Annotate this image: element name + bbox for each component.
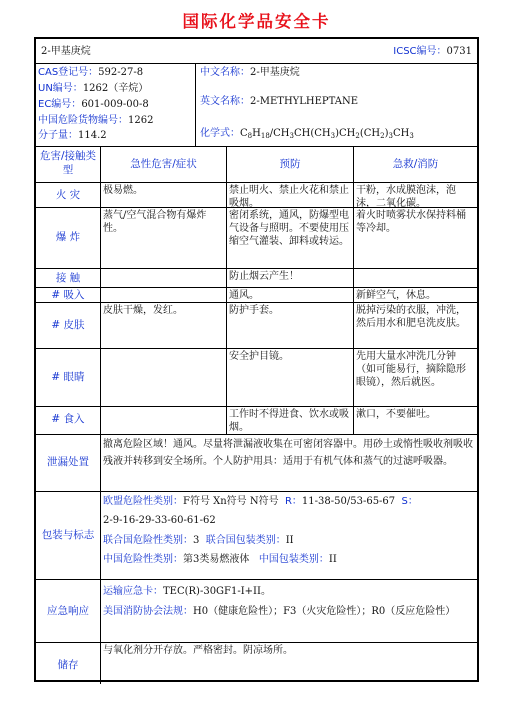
en-name-label: 英文名称： bbox=[200, 96, 250, 107]
chemical-formula bbox=[200, 127, 414, 140]
row-type-explosion: 爆 炸 bbox=[55, 231, 81, 243]
page-title: 国际化学品安全卡 bbox=[182, 12, 331, 31]
molecular-weight bbox=[38, 129, 107, 142]
row-fire-firstaid: 干粉，水成膜泡沫，泡沫，二氧化碳。 bbox=[356, 185, 456, 209]
s-label: S： bbox=[401, 496, 418, 507]
divider bbox=[100, 491, 101, 684]
mw-value: 114.2 bbox=[78, 130, 107, 141]
row-skin-hazard: 皮肤干燥，发红。 bbox=[103, 305, 183, 316]
ec-label: EC编号： bbox=[38, 99, 82, 110]
row-type-contact: 接 触 bbox=[55, 272, 81, 284]
un-pack-value: II bbox=[285, 535, 294, 546]
cn-hazard-number bbox=[38, 114, 153, 127]
eu-class bbox=[103, 495, 418, 508]
cn-pack-value: II bbox=[328, 554, 337, 565]
divider bbox=[36, 579, 477, 580]
un-label: UN编号： bbox=[38, 83, 83, 94]
row-explosion-prevention: 密闭系统，通风，防爆型电气设备与照明。不要使用压缩空气灌装、卸料或转运。 bbox=[229, 210, 349, 247]
divider bbox=[36, 182, 477, 183]
row-inhalation-prevention: 通风。 bbox=[229, 290, 259, 301]
formula-label: 化学式： bbox=[200, 128, 240, 139]
header-hazard: 急性危害/症状 bbox=[130, 158, 197, 170]
ec-number bbox=[38, 98, 149, 111]
cas-label: CAS登记号： bbox=[38, 67, 99, 78]
cn-name-label: 中文名称： bbox=[200, 67, 250, 78]
mw-label: 分子量： bbox=[38, 130, 78, 141]
chemical-name: 2-甲基庚烷 bbox=[41, 46, 91, 57]
row-ingestion-prevention: 工作时不得进食、饮水或吸烟。 bbox=[229, 409, 349, 433]
cn-pack-label: 中国包装类别： bbox=[258, 554, 329, 565]
row-explosion-firstaid: 着火时喷雾状水保持料桶等冷却。 bbox=[356, 210, 466, 234]
cn-name-value: 2-甲基庚烷 bbox=[250, 67, 300, 78]
divider bbox=[353, 146, 354, 434]
transport-card-label: 运输应急卡： bbox=[103, 586, 163, 597]
r-value: 11-38-50/53-65-67 bbox=[301, 496, 396, 507]
packaging-label: 包装与标志 bbox=[41, 529, 95, 541]
row-eyes-prevention: 安全护目镜。 bbox=[229, 351, 289, 362]
divider bbox=[36, 406, 477, 407]
en-name-value: 2-METHYLHEPTANE bbox=[250, 96, 359, 107]
row-fire-hazard: 极易燃。 bbox=[103, 185, 143, 196]
divider bbox=[36, 302, 477, 303]
un-value: 1262（辛烷） bbox=[82, 83, 149, 94]
row-contact-prevention: 防止烟云产生！ bbox=[229, 271, 299, 282]
divider bbox=[195, 63, 196, 146]
cas-number bbox=[38, 66, 143, 79]
row-explosion-hazard: 蒸气/空气混合物有爆炸性。 bbox=[103, 210, 207, 234]
divider bbox=[36, 491, 477, 492]
icsc-value: 0731 bbox=[446, 46, 472, 57]
row-type-fire: 火 灾 bbox=[55, 189, 81, 201]
divider bbox=[36, 434, 477, 435]
header-type: 危害/接触类型 bbox=[39, 150, 97, 176]
divider bbox=[36, 268, 477, 269]
un-class-value: 3 bbox=[193, 535, 200, 546]
cn-hazard-value: 1262 bbox=[128, 115, 154, 126]
un-class-label: 联合国危险性类别： bbox=[103, 535, 193, 546]
row-type-inhalation: # 吸入 bbox=[51, 289, 85, 301]
divider bbox=[36, 146, 477, 147]
storage-label: 储存 bbox=[57, 659, 79, 671]
ec-value: 601-009-00-8 bbox=[81, 99, 149, 110]
safety-card-table bbox=[34, 37, 479, 682]
r-label: R： bbox=[284, 496, 302, 507]
row-ingestion-firstaid: 漱口，不要催吐。 bbox=[356, 409, 436, 420]
un-pack-label: 联合国包装类别： bbox=[205, 535, 286, 546]
nfpa-code bbox=[103, 603, 475, 620]
cn-class-label: 中国危险性类别： bbox=[103, 554, 183, 565]
row-eyes-firstaid: 先用大量水冲洗几分钟（如可能易行，摘除隐形眼镜），然后就医。 bbox=[356, 351, 466, 388]
header-firstaid: 急救/消防 bbox=[392, 158, 439, 170]
emergency-label: 应急响应 bbox=[47, 605, 89, 617]
row-skin-firstaid: 脱掉污染的衣服，冲洗，然后用水和肥皂洗皮肤。 bbox=[356, 305, 466, 329]
spill-label: 泄漏处置 bbox=[47, 456, 89, 468]
un-number bbox=[38, 82, 148, 95]
cn-class bbox=[103, 553, 337, 566]
row-type-ingestion: # 食入 bbox=[51, 413, 85, 425]
row-type-skin: # 皮肤 bbox=[51, 319, 85, 331]
divider bbox=[36, 287, 477, 288]
divider bbox=[226, 146, 227, 434]
divider bbox=[36, 63, 477, 64]
eu-class-label: 欧盟危险性类别： bbox=[103, 496, 183, 507]
icsc-number bbox=[393, 45, 472, 58]
nfpa-label: 美国消防协会法规： bbox=[103, 606, 193, 617]
spill-text: 撤离危险区域！通风。尽量将泄漏液收集在可密闭容器中。用砂土或惰性吸收剂吸收残液并转移到安全场所。个人防护用具：适用于有机气体和蒸气的过滤呼吸器。 bbox=[103, 439, 473, 467]
divider bbox=[36, 642, 477, 643]
transport-card-value: TEC(R)-30GF1-I+II。 bbox=[163, 586, 271, 597]
row-skin-prevention: 防护手套。 bbox=[229, 305, 279, 316]
icsc-label: ICSC编号： bbox=[393, 46, 447, 57]
divider bbox=[36, 348, 477, 349]
header-prevention: 预防 bbox=[279, 158, 301, 170]
transport-card bbox=[103, 585, 271, 598]
chinese-name bbox=[200, 66, 300, 79]
un-class bbox=[103, 534, 294, 547]
eu-class-value: F符号 Xn符号 N符号 bbox=[183, 496, 279, 507]
row-fire-prevention: 禁止明火、禁止火花和禁止吸烟。 bbox=[229, 185, 349, 209]
s-value: 2-9-16-29-33-60-61-62 bbox=[103, 515, 216, 526]
row-type-eyes: # 眼睛 bbox=[51, 371, 85, 383]
cn-class-value: 第3类易燃液体 bbox=[183, 554, 250, 565]
storage-text: 与氧化剂分开存放。严格密封。阴凉场所。 bbox=[103, 645, 293, 656]
formula-value: $C_8H_{18}/CH_3CH(CH_3)CH_2(CH_2)_3CH_3$ bbox=[240, 128, 414, 140]
nfpa-value: H0（健康危险性）；F3（火灾危险性）；R0（反应危险性） bbox=[193, 606, 456, 617]
cas-value: 592-27-8 bbox=[98, 67, 144, 78]
divider bbox=[100, 146, 101, 491]
row-inhalation-firstaid: 新鲜空气，休息。 bbox=[356, 290, 436, 301]
cn-hazard-label: 中国危险货物编号： bbox=[38, 115, 128, 126]
english-name bbox=[200, 95, 358, 108]
